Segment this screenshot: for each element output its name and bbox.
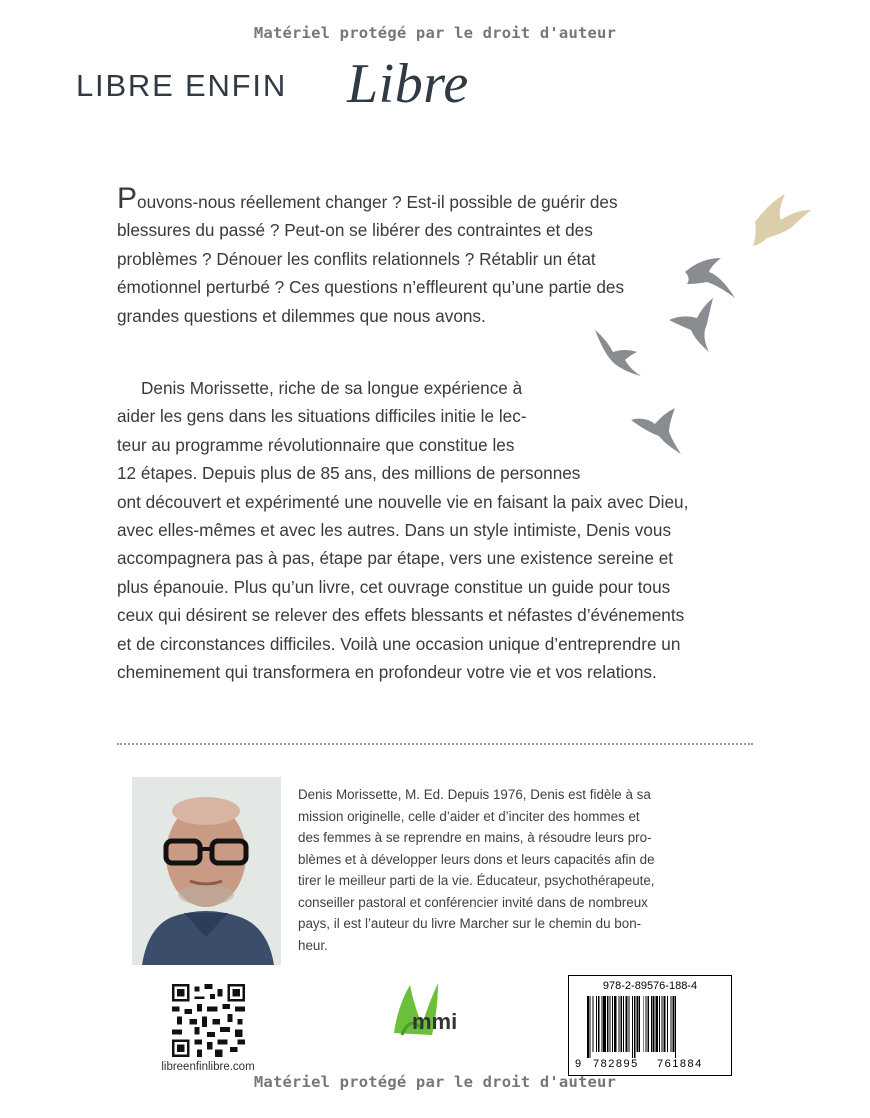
barcode-bar (632, 996, 633, 1058)
description-line: et de circonstances difficiles. Voilà une occasion unique d’entreprendre un (117, 633, 681, 654)
barcode-bar (664, 996, 666, 1052)
barcode-bar (587, 996, 589, 1058)
description-line: avec elles-mêmes et avec les autres. Dans un style intimiste, Denis vous (117, 520, 672, 541)
barcode-digits-group1: 782895 (593, 1058, 639, 1070)
description-line: accompagnera pas à pas, étape par étape, vers une existence sereine et (117, 548, 674, 569)
barcode-bar (675, 996, 676, 1058)
bio-line: conseiller pastoral et conférencier invité dans de nombreux (298, 894, 648, 910)
bio-line: pays, il est l’auteur du livre Marcher sur le chemin du bon- (298, 916, 642, 931)
barcode-bar (659, 996, 660, 1052)
barcode-bar (673, 996, 675, 1052)
intro-text: ouvons-nous réellement changer ? Est-il possible de guérir des blessures du passé ? Peut-on se libérer des contraintes et des problèmes ? Dénouer les conflits relationnels ? Rétablir un état émotionnel perturbé ? Ces questions n’effleurent qu’une partie des grandes questions et dilemmes que nous avons. (117, 192, 625, 326)
bio-line: Denis Morissette, M. Ed. Depuis 1976, Denis est fidèle à sa (298, 787, 651, 802)
description-line: 12 étapes. Depuis plus de 85 ans, des millions de personnes (117, 463, 581, 484)
isbn-barcode-box (568, 975, 732, 1076)
barcode-bar (590, 996, 591, 1058)
isbn-number: 978-2-89576-188-4 (602, 980, 698, 992)
title-script: Libre (347, 53, 469, 115)
barcode-bar (626, 996, 628, 1052)
barcode-bar (667, 996, 668, 1052)
barcode-bar (637, 996, 639, 1052)
bio-line: blèmes et à développer leurs dons et leurs capacités afin de (298, 851, 655, 867)
barcode-bar (598, 996, 600, 1052)
barcode-bar (592, 996, 593, 1052)
bird-icon (669, 298, 713, 352)
watermark-bottom: Matériel protégé par le droit d'auteur (253, 1073, 617, 1091)
barcode-bar (623, 996, 624, 1052)
drop-cap: P (117, 182, 138, 215)
intro-paragraph (117, 182, 637, 330)
description-line: Denis Morissette, riche de sa longue expérience à (141, 378, 523, 398)
bird-icon (753, 194, 811, 246)
title-caps: LIBRE ENFIN (76, 68, 288, 103)
author-photo (132, 777, 281, 965)
barcode-bar (646, 996, 647, 1052)
barcode-bar (655, 996, 658, 1052)
barcode-bar (603, 996, 606, 1052)
barcode-digits-group2: 761884 (657, 1058, 703, 1070)
barcode-digit-first: 9 (575, 1058, 582, 1070)
barcode-bar (671, 996, 672, 1052)
bio-line: mission originelle, celle d’aider et d’inciter des hommes et (298, 808, 640, 824)
bird-icon (685, 258, 735, 298)
barcode-bar (639, 996, 640, 1052)
qr-code-icon (172, 984, 245, 1057)
barcode-bar (651, 996, 652, 1052)
barcode-bar (596, 996, 597, 1052)
publisher-logo-text: mmi (412, 1009, 458, 1034)
barcode-bar (628, 996, 629, 1052)
barcode-bar (601, 996, 602, 1052)
barcode-bar (612, 996, 613, 1052)
barcode-bar (614, 996, 617, 1052)
website-link[interactable]: libreenfinlibre.com (161, 1061, 255, 1073)
barcode-bar (653, 996, 655, 1052)
barcode-bar (647, 996, 649, 1052)
description-line: plus épanouie. Plus qu’un livre, cet ouvrage constitue un guide pour tous (117, 576, 671, 597)
bird-icon (595, 330, 641, 376)
barcode-bar (619, 996, 620, 1052)
barcode-bar (607, 996, 609, 1052)
description-line: ceux qui désirent se relever des effets blessants et néfastes d’événements (117, 605, 685, 626)
description-paragraph (117, 374, 757, 686)
description-line: aider les gens dans les situations difficiles initie le lec- (117, 406, 527, 427)
watermark-top: Matériel protégé par le droit d'auteur (253, 24, 617, 42)
barcode-bar (662, 996, 663, 1052)
barcode-bar (643, 996, 644, 1052)
description-line: teur au programme révolutionnaire que constitue les (117, 434, 515, 455)
publisher-logo-icon (388, 975, 460, 1041)
barcode-bar (634, 996, 636, 1058)
description-line: ont découvert et expérimenté une nouvelle vie en faisant la paix avec Dieu, (117, 491, 689, 512)
bio-line: heur. (298, 937, 328, 953)
barcode-icon (585, 996, 715, 1058)
description-line: cheminement qui transformera en profondeur votre vie et vos relations. (117, 662, 657, 683)
barcode-bar (620, 996, 622, 1052)
bio-line: des femmes à se reprendre en mains, à résoudre leurs pro- (298, 830, 652, 845)
author-bio (298, 784, 768, 956)
barcode-bar (610, 996, 611, 1052)
section-divider (117, 743, 753, 745)
bio-line: tirer le meilleur parti de la vie. Éducateur, psychothérapeute, (298, 873, 655, 888)
